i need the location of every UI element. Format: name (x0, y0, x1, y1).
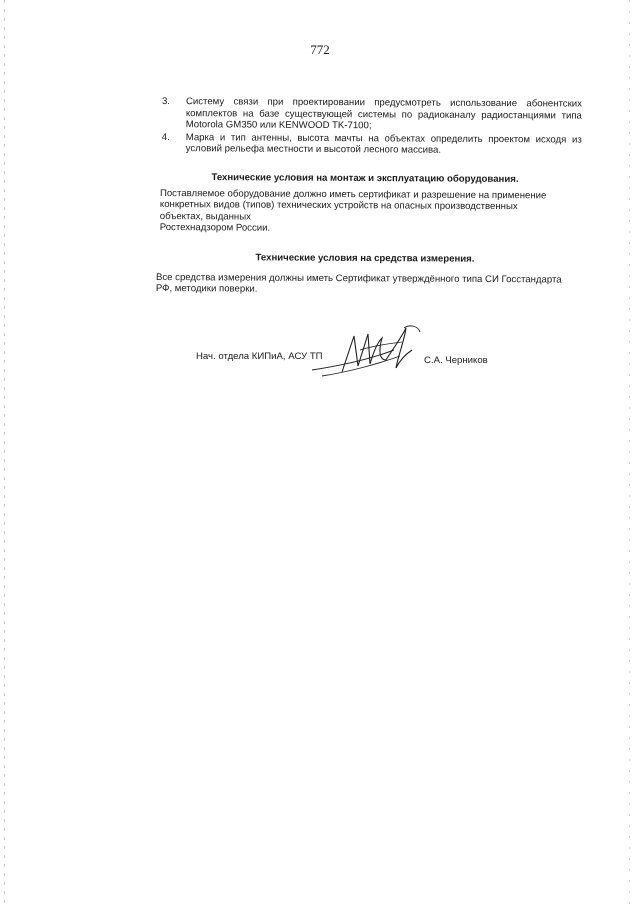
list-item (162, 132, 582, 158)
signatory-name: С.А. Черников (424, 355, 488, 366)
paragraph-line: РФ, методики поверки. (155, 283, 258, 296)
paragraph-line: Поставляемое оборудование должно иметь сертификат и разрешение на применение (159, 188, 547, 202)
list-item-text: Марка и тип антенны, высота мачты на объектах определить проектом исходя из условий рельефа местности и высотой лесного массива. (185, 131, 582, 157)
list-item-number: 3. (161, 96, 171, 108)
paragraph-line: конкретных видов (типов) технических устройств на опасных производственных (159, 199, 518, 213)
installation-paragraph (160, 188, 570, 236)
measurement-paragraph (156, 272, 586, 297)
paragraph-line: объектах, выданных (159, 210, 251, 223)
measurement-heading: Технические условия на средства измерения. (255, 252, 475, 265)
handwritten-signature (308, 320, 426, 382)
installation-heading: Технические условия на монтаж и эксплуатацию оборудования. (211, 172, 519, 185)
numbered-list (162, 96, 582, 159)
list-item (162, 96, 582, 133)
list-item-number: 4. (161, 131, 170, 143)
signatory-title: Нач. отдела КИПиА, АСУ ТП (196, 351, 323, 362)
scan-edge-right (629, 0, 630, 905)
scan-edge-left (4, 0, 5, 905)
list-item-text: Систему связи при проектировании предусмотреть использование абонентских комплектов на базе существующей системы по радиоканалу радиостанциями типа Motorola GM350 или KENWOOD TK-7100; (185, 96, 582, 132)
paragraph-line: Ростехнадзором России. (159, 222, 271, 234)
paragraph-line: Все средства измерения должны иметь Сертификат утверждённого типа СИ Госстандарта (155, 272, 562, 286)
page-number: 772 (310, 42, 330, 57)
